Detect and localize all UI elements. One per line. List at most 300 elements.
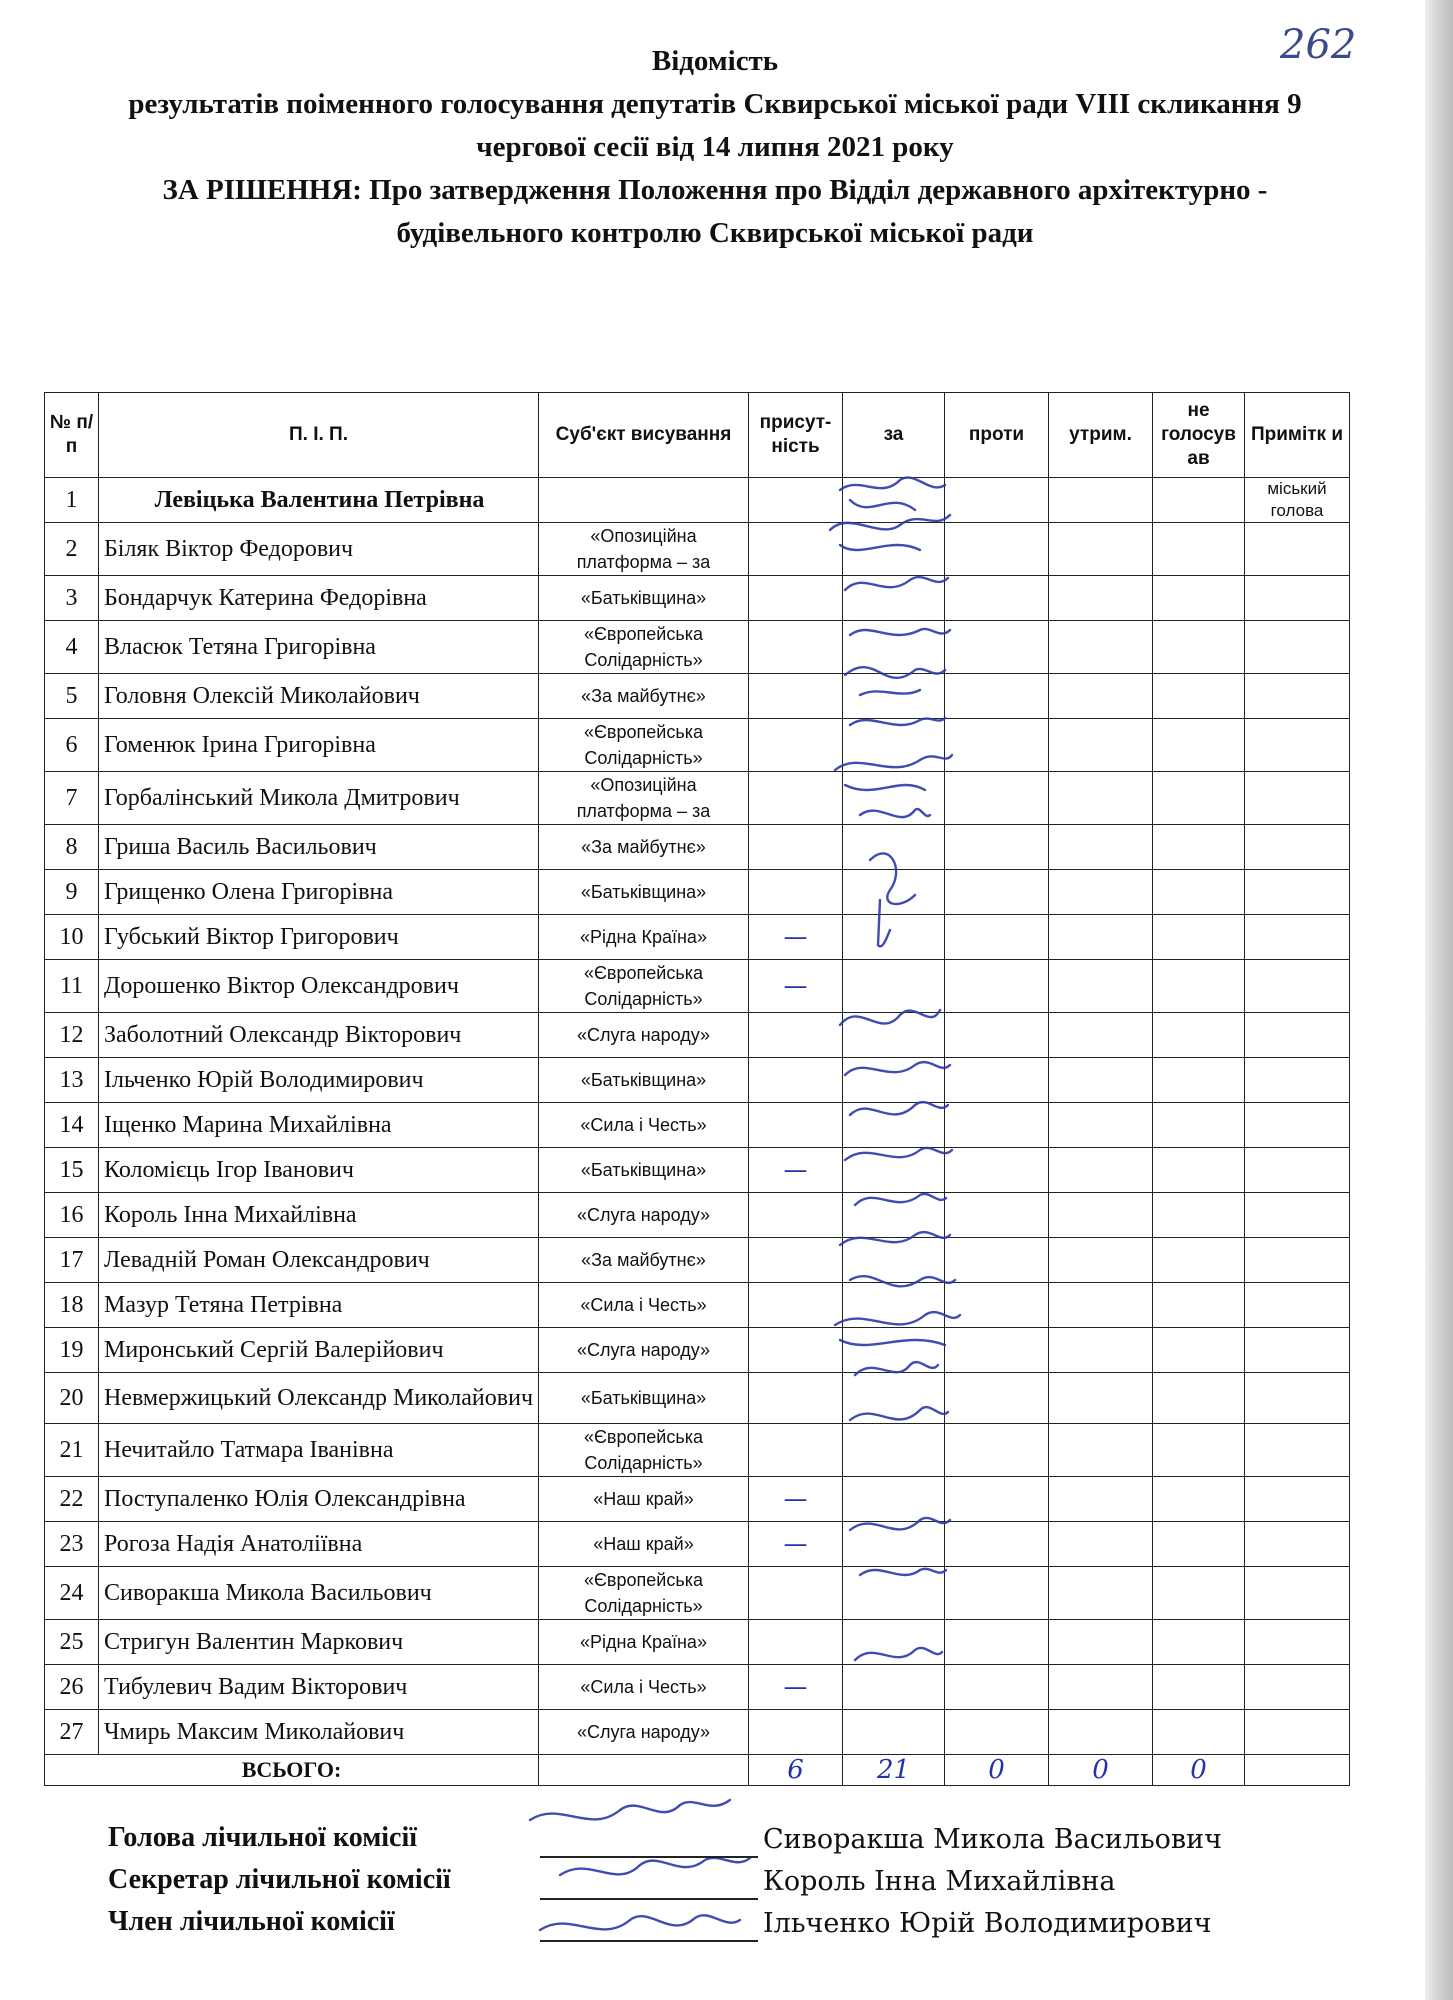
total-against: 0 — [945, 1755, 1049, 1786]
row-for — [843, 825, 945, 870]
table-row — [45, 772, 1350, 825]
row-for — [843, 1710, 945, 1755]
table-row — [45, 1103, 1350, 1148]
row-not-voted — [1153, 1373, 1245, 1424]
row-party: «Сила і Честь» — [539, 1665, 749, 1710]
row-present — [749, 523, 843, 576]
row-for — [843, 478, 945, 523]
row-party: «Батьківщина» — [539, 1373, 749, 1424]
row-num: 2 — [45, 523, 99, 576]
row-abstain — [1049, 1477, 1153, 1522]
row-note — [1245, 960, 1350, 1013]
header-notes: Примітк и — [1245, 393, 1350, 478]
row-against — [945, 1283, 1049, 1328]
row-num: 21 — [45, 1424, 99, 1477]
row-present — [749, 674, 843, 719]
row-abstain — [1049, 1620, 1153, 1665]
row-present: — — [749, 915, 843, 960]
row-note — [1245, 719, 1350, 772]
row-not-voted — [1153, 1620, 1245, 1665]
table-row — [45, 1522, 1350, 1567]
total-abstain: 0 — [1049, 1755, 1153, 1786]
table-row — [45, 1424, 1350, 1477]
row-abstain — [1049, 1522, 1153, 1567]
document-title: Відомість — [651, 45, 779, 77]
row-num: 22 — [45, 1477, 99, 1522]
row-against — [945, 825, 1049, 870]
row-against — [945, 674, 1049, 719]
row-for — [843, 1424, 945, 1477]
table-row — [45, 915, 1350, 960]
row-num: 24 — [45, 1567, 99, 1620]
header-num: № п/п — [45, 393, 99, 478]
row-abstain — [1049, 772, 1153, 825]
row-for — [843, 1283, 945, 1328]
row-against — [945, 1103, 1049, 1148]
header-line-3: ЗА РІШЕННЯ: Про затвердження Положення про Відділ державного архітектурно - — [162, 174, 1268, 206]
row-not-voted — [1153, 1058, 1245, 1103]
row-abstain — [1049, 915, 1153, 960]
row-abstain — [1049, 1058, 1153, 1103]
row-num: 17 — [45, 1238, 99, 1283]
row-num: 27 — [45, 1710, 99, 1755]
row-name: Іщенко Марина Михайлівна — [99, 1103, 539, 1148]
row-name: Чмирь Максим Миколайович — [99, 1710, 539, 1755]
row-note — [1245, 1013, 1350, 1058]
row-note — [1245, 1620, 1350, 1665]
row-present — [749, 576, 843, 621]
row-party: «Наш край» — [539, 1522, 749, 1567]
row-not-voted — [1153, 772, 1245, 825]
row-present — [749, 1710, 843, 1755]
row-party: «Рідна Країна» — [539, 915, 749, 960]
row-present — [749, 772, 843, 825]
row-for — [843, 1665, 945, 1710]
row-note — [1245, 1058, 1350, 1103]
commission-member-name: Ільченко Юрій Володимирович — [763, 1908, 1212, 1939]
row-name: Горбалінський Микола Дмитрович — [99, 772, 539, 825]
row-note — [1245, 621, 1350, 674]
row-name: Нечитайло Татмара Іванівна — [99, 1424, 539, 1477]
row-against — [945, 1710, 1049, 1755]
row-present — [749, 1283, 843, 1328]
table-row — [45, 576, 1350, 621]
row-name: Рогоза Надія Анатоліївна — [99, 1522, 539, 1567]
row-party: «Батьківщина» — [539, 1058, 749, 1103]
row-abstain — [1049, 1665, 1153, 1710]
row-for — [843, 1328, 945, 1373]
row-name: Власюк Тетяна Григорівна — [99, 621, 539, 674]
row-for — [843, 1103, 945, 1148]
commission-member-name: Сиворакша Микола Васильович — [763, 1824, 1222, 1855]
row-for — [843, 1013, 945, 1058]
row-num: 9 — [45, 870, 99, 915]
row-present — [749, 1013, 843, 1058]
row-against — [945, 1522, 1049, 1567]
row-party: «Опозиційна платформа – за — [539, 772, 749, 825]
row-party: «Рідна Країна» — [539, 1620, 749, 1665]
row-note — [1245, 1567, 1350, 1620]
row-note — [1245, 1710, 1350, 1755]
row-abstain — [1049, 523, 1153, 576]
row-not-voted — [1153, 1148, 1245, 1193]
row-abstain — [1049, 1238, 1153, 1283]
row-abstain — [1049, 1013, 1153, 1058]
row-against — [945, 1424, 1049, 1477]
total-not-voted: 0 — [1153, 1755, 1245, 1786]
row-name: Бондарчук Катерина Федорівна — [99, 576, 539, 621]
row-present — [749, 1103, 843, 1148]
total-row — [45, 1755, 1350, 1786]
row-against — [945, 1567, 1049, 1620]
row-against — [945, 1148, 1049, 1193]
table-row — [45, 1328, 1350, 1373]
row-abstain — [1049, 960, 1153, 1013]
row-abstain — [1049, 576, 1153, 621]
row-num: 12 — [45, 1013, 99, 1058]
row-not-voted — [1153, 1193, 1245, 1238]
header-line-2: чергової сесії від 14 липня 2021 року — [476, 131, 954, 163]
row-num: 26 — [45, 1665, 99, 1710]
row-abstain — [1049, 1424, 1153, 1477]
row-num: 13 — [45, 1058, 99, 1103]
row-party: «За майбутнє» — [539, 1238, 749, 1283]
total-for: 21 — [843, 1755, 945, 1786]
row-not-voted — [1153, 478, 1245, 523]
header-against: проти — [945, 393, 1049, 478]
row-against — [945, 1193, 1049, 1238]
row-name: Поступаленко Юлія Олександрівна — [99, 1477, 539, 1522]
row-note — [1245, 1477, 1350, 1522]
row-name: Мазур Тетяна Петрівна — [99, 1283, 539, 1328]
row-against — [945, 523, 1049, 576]
row-party: «Європейська Солідарність» — [539, 1567, 749, 1620]
row-not-voted — [1153, 523, 1245, 576]
row-present — [749, 1058, 843, 1103]
row-for — [843, 719, 945, 772]
row-abstain — [1049, 478, 1153, 523]
row-not-voted — [1153, 915, 1245, 960]
row-not-voted — [1153, 1665, 1245, 1710]
row-note: міський голова — [1245, 478, 1350, 523]
signature-line — [540, 1940, 758, 1942]
row-present: — — [749, 1148, 843, 1193]
row-name: Губський Віктор Григорович — [99, 915, 539, 960]
table-header-row — [45, 393, 1350, 478]
commission-member-name: Король Інна Михайлівна — [763, 1866, 1116, 1897]
row-name: Король Інна Михайлівна — [99, 1193, 539, 1238]
row-num: 8 — [45, 825, 99, 870]
commission-block — [108, 1822, 1308, 1948]
row-note — [1245, 674, 1350, 719]
table-row — [45, 1373, 1350, 1424]
row-num: 15 — [45, 1148, 99, 1193]
row-note — [1245, 1328, 1350, 1373]
row-party: «За майбутнє» — [539, 674, 749, 719]
commission-member-row — [108, 1906, 1308, 1948]
row-num: 20 — [45, 1373, 99, 1424]
row-party: «Сила і Честь» — [539, 1283, 749, 1328]
row-name: Головня Олексій Миколайович — [99, 674, 539, 719]
signature-line — [540, 1856, 758, 1858]
row-num: 18 — [45, 1283, 99, 1328]
row-note — [1245, 825, 1350, 870]
row-present: — — [749, 1665, 843, 1710]
row-party: «Європейська Солідарність» — [539, 719, 749, 772]
row-party: «Сила і Честь» — [539, 1103, 749, 1148]
table-row — [45, 478, 1350, 523]
row-for — [843, 1522, 945, 1567]
row-name: Гоменюк Ірина Григорівна — [99, 719, 539, 772]
row-name: Левадній Роман Олександрович — [99, 1238, 539, 1283]
row-name: Заболотний Олександр Вікторович — [99, 1013, 539, 1058]
row-abstain — [1049, 1373, 1153, 1424]
row-num: 25 — [45, 1620, 99, 1665]
row-not-voted — [1153, 621, 1245, 674]
row-for — [843, 523, 945, 576]
row-party: «Наш край» — [539, 1477, 749, 1522]
row-abstain — [1049, 825, 1153, 870]
row-note — [1245, 1424, 1350, 1477]
header-line-4: будівельного контролю Сквирської міської ради — [396, 217, 1034, 249]
row-party: «Батьківщина» — [539, 1148, 749, 1193]
header-party: Суб'єкт висування — [539, 393, 749, 478]
row-for — [843, 1620, 945, 1665]
document-header — [40, 40, 1390, 255]
row-note — [1245, 870, 1350, 915]
table-row — [45, 960, 1350, 1013]
row-note — [1245, 1373, 1350, 1424]
row-num: 11 — [45, 960, 99, 1013]
row-note — [1245, 1238, 1350, 1283]
row-note — [1245, 1103, 1350, 1148]
row-name: Тибулевич Вадим Вікторович — [99, 1665, 539, 1710]
page-number: 262 — [1280, 22, 1357, 68]
row-num: 14 — [45, 1103, 99, 1148]
row-present — [749, 1567, 843, 1620]
total-party — [539, 1755, 749, 1786]
header-line-1: результатів поіменного голосування депутатів Сквирської міської ради VIII скликання 9 — [128, 88, 1302, 120]
row-for — [843, 1238, 945, 1283]
row-present — [749, 621, 843, 674]
row-name: Миронський Сергій Валерійович — [99, 1328, 539, 1373]
commission-role: Секретар лічильної комісії — [108, 1864, 451, 1895]
row-note — [1245, 1148, 1350, 1193]
row-note — [1245, 915, 1350, 960]
row-not-voted — [1153, 1283, 1245, 1328]
row-not-voted — [1153, 1567, 1245, 1620]
row-abstain — [1049, 870, 1153, 915]
row-for — [843, 1148, 945, 1193]
row-name: Коломієць Ігор Іванович — [99, 1148, 539, 1193]
row-present — [749, 1373, 843, 1424]
row-present — [749, 719, 843, 772]
table-row — [45, 1238, 1350, 1283]
table-row — [45, 825, 1350, 870]
row-against — [945, 1328, 1049, 1373]
row-name: Ільченко Юрій Володимирович — [99, 1058, 539, 1103]
row-name: Сиворакша Микола Васильович — [99, 1567, 539, 1620]
row-not-voted — [1153, 825, 1245, 870]
signature-line — [540, 1898, 758, 1900]
table-row — [45, 870, 1350, 915]
row-name: Левіцька Валентина Петрівна — [99, 478, 539, 523]
row-num: 3 — [45, 576, 99, 621]
row-name: Стригун Валентин Маркович — [99, 1620, 539, 1665]
row-for — [843, 621, 945, 674]
row-abstain — [1049, 719, 1153, 772]
row-present: — — [749, 960, 843, 1013]
row-abstain — [1049, 621, 1153, 674]
table-row — [45, 1193, 1350, 1238]
row-abstain — [1049, 1710, 1153, 1755]
table-row — [45, 674, 1350, 719]
row-against — [945, 960, 1049, 1013]
row-present — [749, 1424, 843, 1477]
row-present — [749, 1620, 843, 1665]
row-party: «Слуга народу» — [539, 1013, 749, 1058]
row-note — [1245, 772, 1350, 825]
header-for: за — [843, 393, 945, 478]
row-abstain — [1049, 1193, 1153, 1238]
row-num: 16 — [45, 1193, 99, 1238]
total-label: ВСЬОГО: — [45, 1755, 539, 1786]
row-against — [945, 915, 1049, 960]
row-not-voted — [1153, 1013, 1245, 1058]
row-party: «Європейська Солідарність» — [539, 1424, 749, 1477]
row-note — [1245, 1193, 1350, 1238]
row-present — [749, 1193, 843, 1238]
row-num: 7 — [45, 772, 99, 825]
row-name: Невмержицький Олександр Миколайович — [99, 1373, 539, 1424]
table-row — [45, 1665, 1350, 1710]
table-row — [45, 1283, 1350, 1328]
row-name: Біляк Віктор Федорович — [99, 523, 539, 576]
row-num: 1 — [45, 478, 99, 523]
row-against — [945, 1238, 1049, 1283]
row-for — [843, 960, 945, 1013]
row-note — [1245, 523, 1350, 576]
row-against — [945, 1665, 1049, 1710]
commission-role: Член лічильної комісії — [108, 1906, 395, 1937]
row-note — [1245, 1665, 1350, 1710]
row-abstain — [1049, 1567, 1153, 1620]
row-against — [945, 576, 1049, 621]
commission-role: Голова лічильної комісії — [108, 1822, 418, 1853]
table-row — [45, 719, 1350, 772]
table-row — [45, 621, 1350, 674]
row-name: Грищенко Олена Григорівна — [99, 870, 539, 915]
row-present: — — [749, 1522, 843, 1567]
header-abstain: утрим. — [1049, 393, 1153, 478]
row-party: «Батьківщина» — [539, 870, 749, 915]
total-notes — [1245, 1755, 1350, 1786]
row-party: «Європейська Солідарність» — [539, 960, 749, 1013]
row-against — [945, 478, 1049, 523]
row-against — [945, 719, 1049, 772]
row-num: 5 — [45, 674, 99, 719]
row-abstain — [1049, 1328, 1153, 1373]
header-present: присут-ність — [749, 393, 843, 478]
row-not-voted — [1153, 719, 1245, 772]
row-not-voted — [1153, 870, 1245, 915]
row-not-voted — [1153, 1103, 1245, 1148]
row-note — [1245, 576, 1350, 621]
row-note — [1245, 1283, 1350, 1328]
row-num: 10 — [45, 915, 99, 960]
row-name: Гриша Василь Васильович — [99, 825, 539, 870]
commission-secretary-row — [108, 1864, 1308, 1906]
row-not-voted — [1153, 1522, 1245, 1567]
row-party: «Слуга народу» — [539, 1193, 749, 1238]
table-row — [45, 1620, 1350, 1665]
table-row — [45, 1710, 1350, 1755]
row-present — [749, 478, 843, 523]
row-for — [843, 1193, 945, 1238]
row-party — [539, 478, 749, 523]
row-num: 4 — [45, 621, 99, 674]
row-num: 6 — [45, 719, 99, 772]
row-note — [1245, 1522, 1350, 1567]
row-against — [945, 870, 1049, 915]
row-num: 19 — [45, 1328, 99, 1373]
row-abstain — [1049, 1103, 1153, 1148]
row-not-voted — [1153, 1238, 1245, 1283]
scan-page-edge — [1425, 0, 1453, 2000]
row-for — [843, 772, 945, 825]
row-not-voted — [1153, 1328, 1245, 1373]
table-row — [45, 1477, 1350, 1522]
commission-chair-row — [108, 1822, 1308, 1864]
row-against — [945, 772, 1049, 825]
row-for — [843, 1567, 945, 1620]
row-not-voted — [1153, 960, 1245, 1013]
row-not-voted — [1153, 1477, 1245, 1522]
row-not-voted — [1153, 1710, 1245, 1755]
row-party: «Європейська Солідарність» — [539, 621, 749, 674]
row-present: — — [749, 1477, 843, 1522]
row-party: «За майбутнє» — [539, 825, 749, 870]
header-name: П. І. П. — [99, 393, 539, 478]
row-for — [843, 1058, 945, 1103]
row-party: «Слуга народу» — [539, 1710, 749, 1755]
row-for — [843, 576, 945, 621]
row-abstain — [1049, 1148, 1153, 1193]
row-against — [945, 621, 1049, 674]
row-against — [945, 1373, 1049, 1424]
row-abstain — [1049, 674, 1153, 719]
header-not-voted: не голосув ав — [1153, 393, 1245, 478]
row-present — [749, 870, 843, 915]
row-not-voted — [1153, 576, 1245, 621]
row-for — [843, 915, 945, 960]
row-against — [945, 1477, 1049, 1522]
table-row — [45, 1148, 1350, 1193]
row-for — [843, 1477, 945, 1522]
row-num: 23 — [45, 1522, 99, 1567]
table-row — [45, 523, 1350, 576]
row-against — [945, 1058, 1049, 1103]
table-row — [45, 1567, 1350, 1620]
total-present: 6 — [749, 1755, 843, 1786]
row-party: «Батьківщина» — [539, 576, 749, 621]
row-name: Дорошенко Віктор Олександрович — [99, 960, 539, 1013]
row-against — [945, 1013, 1049, 1058]
table-row — [45, 1058, 1350, 1103]
row-for — [843, 870, 945, 915]
row-party: «Слуга народу» — [539, 1328, 749, 1373]
row-party: «Опозиційна платформа – за — [539, 523, 749, 576]
